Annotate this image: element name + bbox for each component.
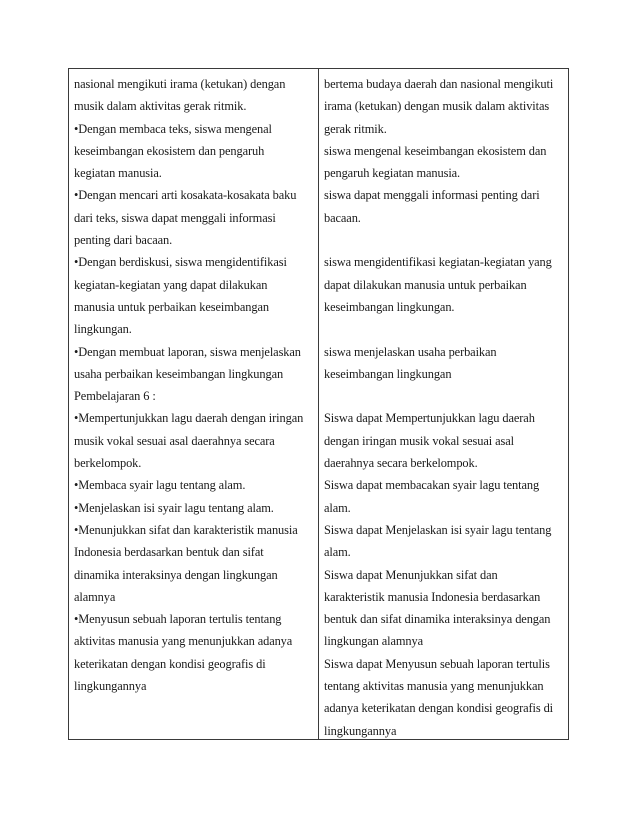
objective-text-line: Siswa dapat membacakan syair lagu tentang [324,478,540,493]
activity-text-line: •Mempertunjukkan lagu daerah dengan iringan [74,411,304,426]
objective-text-line: siswa dapat menggali informasi penting dari [324,188,540,203]
objective-text-line: keseimbangan lingkungan. [324,299,455,314]
activity-text-line: •Dengan berdiskusi, siswa mengidentifikasi [74,255,287,270]
activity-text-line: manusia untuk perbaikan keseimbangan [74,299,269,314]
activity-text-line: nasional mengikuti irama (ketukan) dengan [74,77,286,91]
activity-text-line: keseimbangan ekosistem dan pengaruh [74,143,265,158]
activity-text-line: dari teks, siswa dapat menggali informasi [74,210,276,225]
objective-text-line: alam. [324,545,351,560]
activity-text-line: musik dalam aktivitas gerak ritmik. [74,99,247,114]
activity-text-line: •Menyusun sebuah laporan tertulis tentang [74,612,282,627]
objective-text-line: alam. [324,500,351,515]
objective-text-line: dapat dilakukan manusia untuk perbaikan [324,277,527,292]
objective-text-line [324,385,564,407]
objective-text-line: siswa mengenal keseimbangan ekosistem dan [324,143,547,158]
objective-text-line: adanya keterikatan dengan kondisi geografis di [324,701,554,716]
objective-text-line: irama (ketukan) dengan musik dalam aktivitas [324,99,550,114]
objective-text-line: daerahnya secara berkelompok. [324,456,478,471]
activity-text-line: alamnya [74,589,116,604]
objective-text-line: siswa menjelaskan usaha perbaikan [324,344,497,359]
activity-text-line: kegiatan-kegiatan yang dapat dilakukan [74,277,268,292]
activity-text-line: aktivitas manusia yang menunjukkan adanya [74,634,293,649]
objective-text-line: dengan iringan musik vokal sesuai asal [324,433,514,448]
objective-text-line: lingkungannya [324,723,397,738]
activity-text-line: keterikatan dengan kondisi geografis di [74,656,266,671]
activity-text-line: •Dengan membaca teks, siswa mengenal [74,121,272,136]
document-table [68,68,569,740]
activity-text-line: lingkungan. [74,322,132,337]
learning-activities-column [69,69,319,739]
activity-text-line: •Menjelaskan isi syair lagu tentang alam. [74,500,274,515]
objective-text-line: bertema budaya daerah dan nasional mengikuti [324,77,554,91]
objective-text-line [324,318,564,340]
activity-text-line: musik vokal sesuai asal daerahnya secara [74,433,275,448]
activity-text-line: •Dengan membuat laporan, siswa menjelaskan [74,344,301,359]
objective-text-line [324,229,564,251]
activity-text-line: Indonesia berdasarkan bentuk dan sifat [74,545,264,560]
activity-text-line: Pembelajaran 6 : [74,389,156,404]
objective-text-line: bacaan. [324,210,361,225]
objective-text-line: Siswa dapat Mempertunjukkan lagu daerah [324,411,535,426]
activity-text-line: •Dengan mencari arti kosakata-kosakata baku [74,188,297,203]
objective-text-line: Siswa dapat Menyusun sebuah laporan tertulis [324,656,550,671]
objective-text-line: lingkungan alamnya [324,634,424,649]
activity-text-line: kegiatan manusia. [74,166,162,181]
objective-text-line: Siswa dapat Menunjukkan sifat dan [324,567,498,582]
objective-text-line: pengaruh kegiatan manusia. [324,166,461,181]
activity-text-line: usaha perbaikan keseimbangan lingkungan [74,366,284,381]
objective-text-line: siswa mengidentifikasi kegiatan-kegiatan yang [324,255,552,270]
activity-text-line: berkelompok. [74,456,142,471]
objective-text-line: tentang aktivitas manusia yang menunjukkan [324,679,544,694]
objective-text-line: keseimbangan lingkungan [324,366,452,381]
learning-objectives-column [319,69,568,739]
activity-text-line: •Membaca syair lagu tentang alam. [74,478,246,493]
objective-text-line: gerak ritmik. [324,121,387,136]
activity-text-line: lingkungannya [74,679,147,694]
activity-text-line: penting dari bacaan. [74,233,173,248]
activity-text-line: •Menunjukkan sifat dan karakteristik manusia [74,522,298,537]
objective-text-line: karakteristik manusia Indonesia berdasarkan [324,589,541,604]
activity-text-line: dinamika interaksinya dengan lingkungan [74,567,278,582]
objective-text-line: Siswa dapat Menjelaskan isi syair lagu tentang [324,522,552,537]
objective-text-line: bentuk dan sifat dinamika interaksinya dengan [324,612,551,627]
